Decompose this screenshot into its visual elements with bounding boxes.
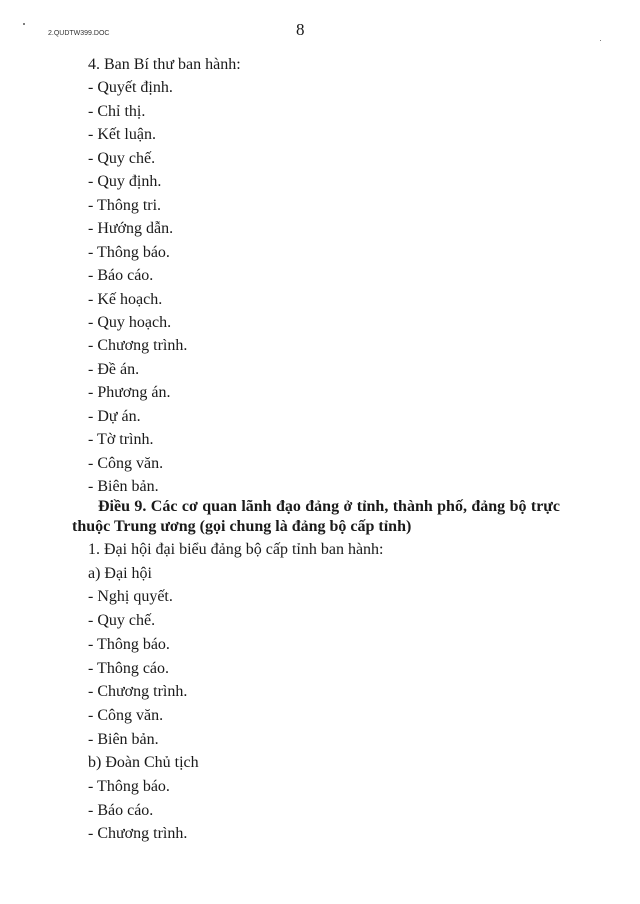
list-item: - Chương trình. xyxy=(88,825,188,843)
list-item: a) Đại hội xyxy=(88,564,152,582)
list-item: - Chương trình. xyxy=(88,683,188,701)
list-item: - Thông báo. xyxy=(88,243,170,261)
section-4-list xyxy=(88,53,241,499)
list-item: - Phương án. xyxy=(88,384,171,402)
document-filename: 2.QUDTW399.DOC xyxy=(48,30,110,37)
list-item: - Nghị quyết. xyxy=(88,588,173,606)
list-item: - Đề án. xyxy=(88,360,140,378)
article-9-list xyxy=(88,538,383,846)
list-item: - Chỉ thị. xyxy=(88,102,146,120)
list-item: - Chương trình. xyxy=(88,337,188,355)
list-item: - Thông cáo. xyxy=(88,659,170,677)
list-item: - Báo cáo. xyxy=(88,801,154,819)
list-item: - Quy chế. xyxy=(88,149,156,167)
list-item: - Kết luận. xyxy=(88,126,156,144)
scan-speck xyxy=(23,23,25,25)
page-number: 8 xyxy=(296,20,305,39)
list-item: - Quy hoạch. xyxy=(88,313,172,331)
list-item: - Hướng dẫn. xyxy=(88,220,174,238)
list-item: - Biên bản. xyxy=(88,730,159,748)
list-item: - Tờ trình. xyxy=(88,431,154,449)
list-item: 1. Đại hội đại biểu đảng bộ cấp tỉnh ban hành: xyxy=(88,541,384,558)
list-item: - Biên bản. xyxy=(88,478,159,496)
scan-speck xyxy=(600,40,601,41)
section-title: 4. Ban Bí thư ban hành: xyxy=(88,56,241,73)
list-item: - Thông tri. xyxy=(88,196,162,214)
list-item: - Công văn. xyxy=(88,454,164,472)
list-item: - Quy định. xyxy=(88,173,162,191)
list-item: - Quyết định. xyxy=(88,79,173,97)
list-item: - Thông báo. xyxy=(88,778,170,796)
list-item: - Báo cáo. xyxy=(88,267,154,285)
list-item: b) Đoàn Chủ tịch xyxy=(88,754,199,772)
list-item: - Thông báo. xyxy=(88,635,170,653)
list-item: - Kế hoạch. xyxy=(88,290,163,308)
article-9-heading: Điều 9. Các cơ quan lãnh đạo đảng ở tỉnh, thành phố, đảng bộ trực thuộc Trung ương (gọi chung là đảng bộ cấp tỉnh) xyxy=(72,498,560,535)
list-item: - Dự án. xyxy=(88,407,141,425)
list-item: - Quy chế. xyxy=(88,612,156,630)
list-item: - Công văn. xyxy=(88,706,164,724)
